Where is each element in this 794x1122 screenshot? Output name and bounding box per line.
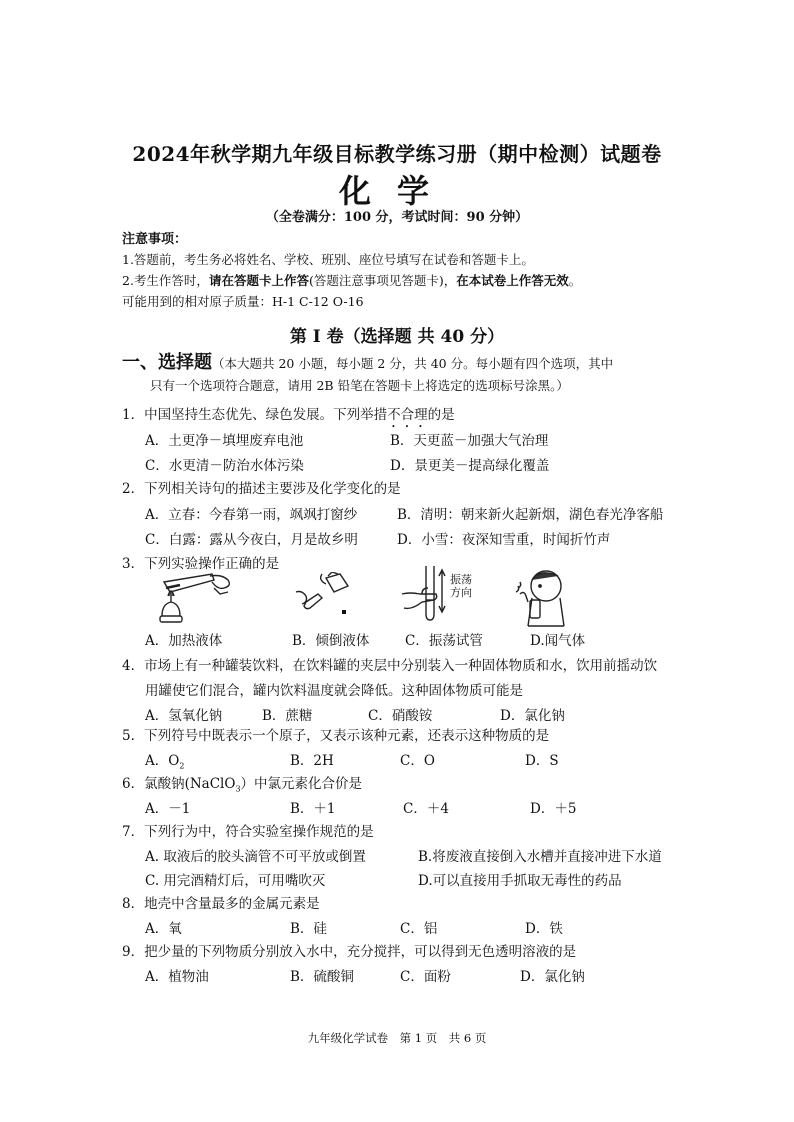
heating-liquid-figure <box>150 572 236 624</box>
q5-option-a <box>145 749 184 771</box>
note-2-e: 。 <box>568 273 582 288</box>
part-desc-1: （本大题共 20 小题，每小题 2 分，共 40 分。每小题有四个选项，其中 <box>212 356 614 371</box>
q1-stem-emph: 不合理 <box>387 407 428 423</box>
q5-option-b: B．2H <box>290 753 334 769</box>
q8-option-a: A．氧 <box>145 921 182 937</box>
q6-stem-b: ）中氯元素化合价是 <box>240 776 363 792</box>
note-1: 1.答题前，考生务必将姓名、学校、班别、座位号填写在试卷和答题卡上。 <box>122 252 534 267</box>
part-desc-2: 只有一个选项符合题意，请用 2B 铅笔在答题卡上将选定的选项标号涂黑。） <box>150 378 569 393</box>
q3-option-c: C．振荡试管 <box>405 633 483 649</box>
shake-label-2: 方向 <box>450 586 472 599</box>
q6-option-a: A．－1 <box>145 801 191 817</box>
q3-option-d: D.闻气体 <box>530 633 586 649</box>
q7-option-c: C. 用完酒精灯后，可用嘴吹灭 <box>145 873 326 889</box>
q4-option-b: B．蔗糖 <box>262 708 313 724</box>
q1-stem <box>122 403 455 431</box>
q5-option-a-text: A．O <box>145 753 180 769</box>
q6-stem-sub: 3 <box>235 784 241 794</box>
q9-stem: 9．把少量的下列物质分别放入水中，充分搅拌，可以得到无色透明溶液的是 <box>122 944 577 960</box>
subject-title: 化学 <box>338 172 455 210</box>
q2-option-c: C．白露：露从今夜白，月是故乡明 <box>145 532 358 548</box>
q7-stem: 7．下列行为中，符合实验室操作规范的是 <box>122 824 374 840</box>
q6-option-b: B．＋1 <box>290 801 336 817</box>
q2-option-b: B．清明：朝来新火起新烟，湖色春光净客船 <box>397 507 664 523</box>
part-heading <box>122 348 613 374</box>
q7-option-b: B.将废液直接倒入水槽并直接冲进下水道 <box>418 849 662 865</box>
q9-option-a: A．植物油 <box>145 969 209 985</box>
q1-option-d: D．景更美－提高绿化覆盖 <box>390 458 550 474</box>
note-2-c: (答题注意事项见答题卡)， <box>308 273 457 288</box>
q5-option-c: C．O <box>400 753 435 769</box>
q5-option-a-sub: 2 <box>179 761 185 771</box>
atomic-masses: 可能用到的相对原子质量：H-1 C-12 O-16 <box>122 294 364 309</box>
q6-option-c: C．＋4 <box>403 801 449 817</box>
shake-label-1: 振荡 <box>450 573 472 586</box>
section-title: 第 I 卷（选择题 共 40 分） <box>289 327 505 347</box>
q4-stem-2: 用罐使它们混合，罐内饮料温度就会降低。这种固体物质可能是 <box>145 683 523 699</box>
q5-stem: 5．下列符号中既表示一个原子，又表示该种元素，还表示这种物质的是 <box>122 728 550 744</box>
note-2 <box>122 271 581 289</box>
part-title: 一、选择题 <box>122 352 212 373</box>
q1-stem-a: 1．中国坚持生态优先、绿色发展。下列举措 <box>122 407 388 423</box>
q3-stem: 3．下列实验操作正确的是 <box>122 556 280 572</box>
q7-option-a: A. 取液后的胶头滴管不可平放或倒置 <box>145 849 366 865</box>
q5-option-d: D．S <box>525 753 559 769</box>
q9-option-d: D．氯化钠 <box>520 969 585 985</box>
q3-option-a: A．加热液体 <box>145 633 223 649</box>
q1-option-c: C．水更清－防治水体污染 <box>145 458 304 474</box>
q4-option-c: C．硝酸铵 <box>368 708 433 724</box>
q2-stem: 2．下列相关诗句的描述主要涉及化学变化的是 <box>122 481 401 497</box>
score-info: （全卷满分：100 分，考试时间：90 分钟） <box>265 210 529 225</box>
q3-option-b: B．倾倒液体 <box>292 633 370 649</box>
q2-option-a: A．立春：今春第一雨，飒飒打窗纱 <box>145 507 358 523</box>
q6-stem <box>122 772 362 794</box>
q6-option-d: D．＋5 <box>530 801 577 817</box>
q4-option-d: D．氯化钠 <box>500 708 565 724</box>
q8-option-d: D．铁 <box>525 921 563 937</box>
page-footer: 九年级化学试卷 第 1 页 共 6 页 <box>307 1031 487 1045</box>
q8-stem: 8．地壳中含量最多的金属元素是 <box>122 896 320 912</box>
q1-stem-c: 的是 <box>427 407 455 423</box>
note-2-a: 2.考生作答时， <box>122 273 209 288</box>
smelling-gas-figure <box>514 568 572 628</box>
q4-option-a: A．氢氧化钠 <box>145 708 223 724</box>
q4-stem-1: 4．市场上有一种罐装饮料，在饮料罐的夹层中分别装入一种固体物质和水，饮用前摇动饮 <box>122 658 658 674</box>
note-2-d: 在本试卷上作答无效 <box>456 273 569 288</box>
q8-option-c: C．铝 <box>400 921 438 937</box>
q9-option-c: C．面粉 <box>400 969 451 985</box>
q7-option-d: D.可以直接用手抓取无毒性的药品 <box>418 873 622 889</box>
q1-option-a: A．土更净－填埋废弃电池 <box>145 433 304 449</box>
note-2-b: 请在答题卡上作答 <box>208 273 309 288</box>
q8-option-b: B．硅 <box>290 921 327 937</box>
shake-direction-label <box>450 573 472 599</box>
q1-option-b: B．天更蓝－加强大气治理 <box>390 433 549 449</box>
q9-option-b: B．硫酸铜 <box>290 969 354 985</box>
exam-title: 2024年秋学期九年级目标教学练习册（期中检测）试题卷 <box>132 142 662 166</box>
notes-heading: 注意事项： <box>122 232 188 247</box>
q2-option-d: D．小雪：夜深知雪重，时闻折竹声 <box>397 532 611 548</box>
q6-stem-a: 6．氯酸钠(NaClO <box>122 776 236 792</box>
pouring-liquid-figure <box>292 572 356 624</box>
